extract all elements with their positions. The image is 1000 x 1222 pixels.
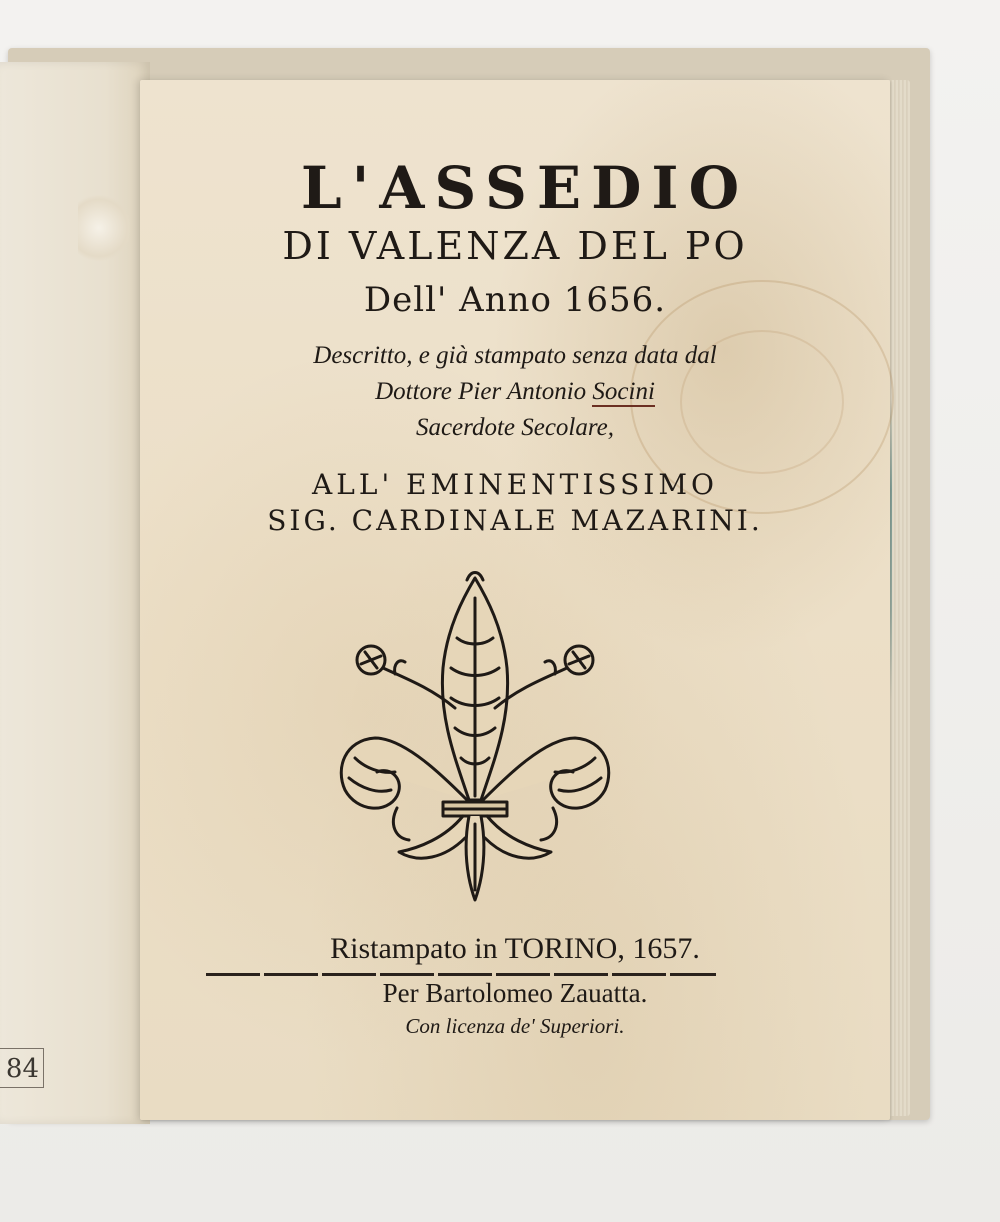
fleur-de-lis-woodcut-icon bbox=[335, 568, 615, 908]
paper-tear bbox=[78, 192, 130, 264]
description-line-1: Descritto, e già stampato senza data dal bbox=[313, 342, 717, 369]
imprint-place-date: Ristampato in TORINO, 1657. bbox=[330, 932, 700, 965]
imprint-printer: Per Bartolomeo Zauatta. bbox=[382, 978, 648, 1008]
book-title: L'ASSEDIO bbox=[300, 154, 750, 222]
subtitle-line-1: DI VALENZA DEL PO bbox=[282, 224, 748, 268]
author-surname: Socini bbox=[592, 378, 655, 405]
imprint-rule bbox=[206, 973, 716, 976]
dedication-line-2: SIG. CARDINALE MAZARINI. bbox=[267, 504, 763, 537]
title-page bbox=[140, 80, 890, 1120]
description-line-3: Sacerdote Secolare, bbox=[415, 414, 615, 441]
shelfmark-label: 84 bbox=[0, 1048, 44, 1088]
description-line-2 bbox=[140, 378, 890, 406]
left-page bbox=[0, 62, 150, 1124]
subtitle-line-2: Dell' Anno 1656. bbox=[363, 280, 667, 320]
imprint-license: Con licenza de' Superiori. bbox=[405, 1014, 625, 1038]
author-prefix: Dottore Pier Antonio bbox=[375, 378, 587, 405]
dedication-line-1: ALL' EMINENTISSIMO bbox=[312, 468, 718, 501]
